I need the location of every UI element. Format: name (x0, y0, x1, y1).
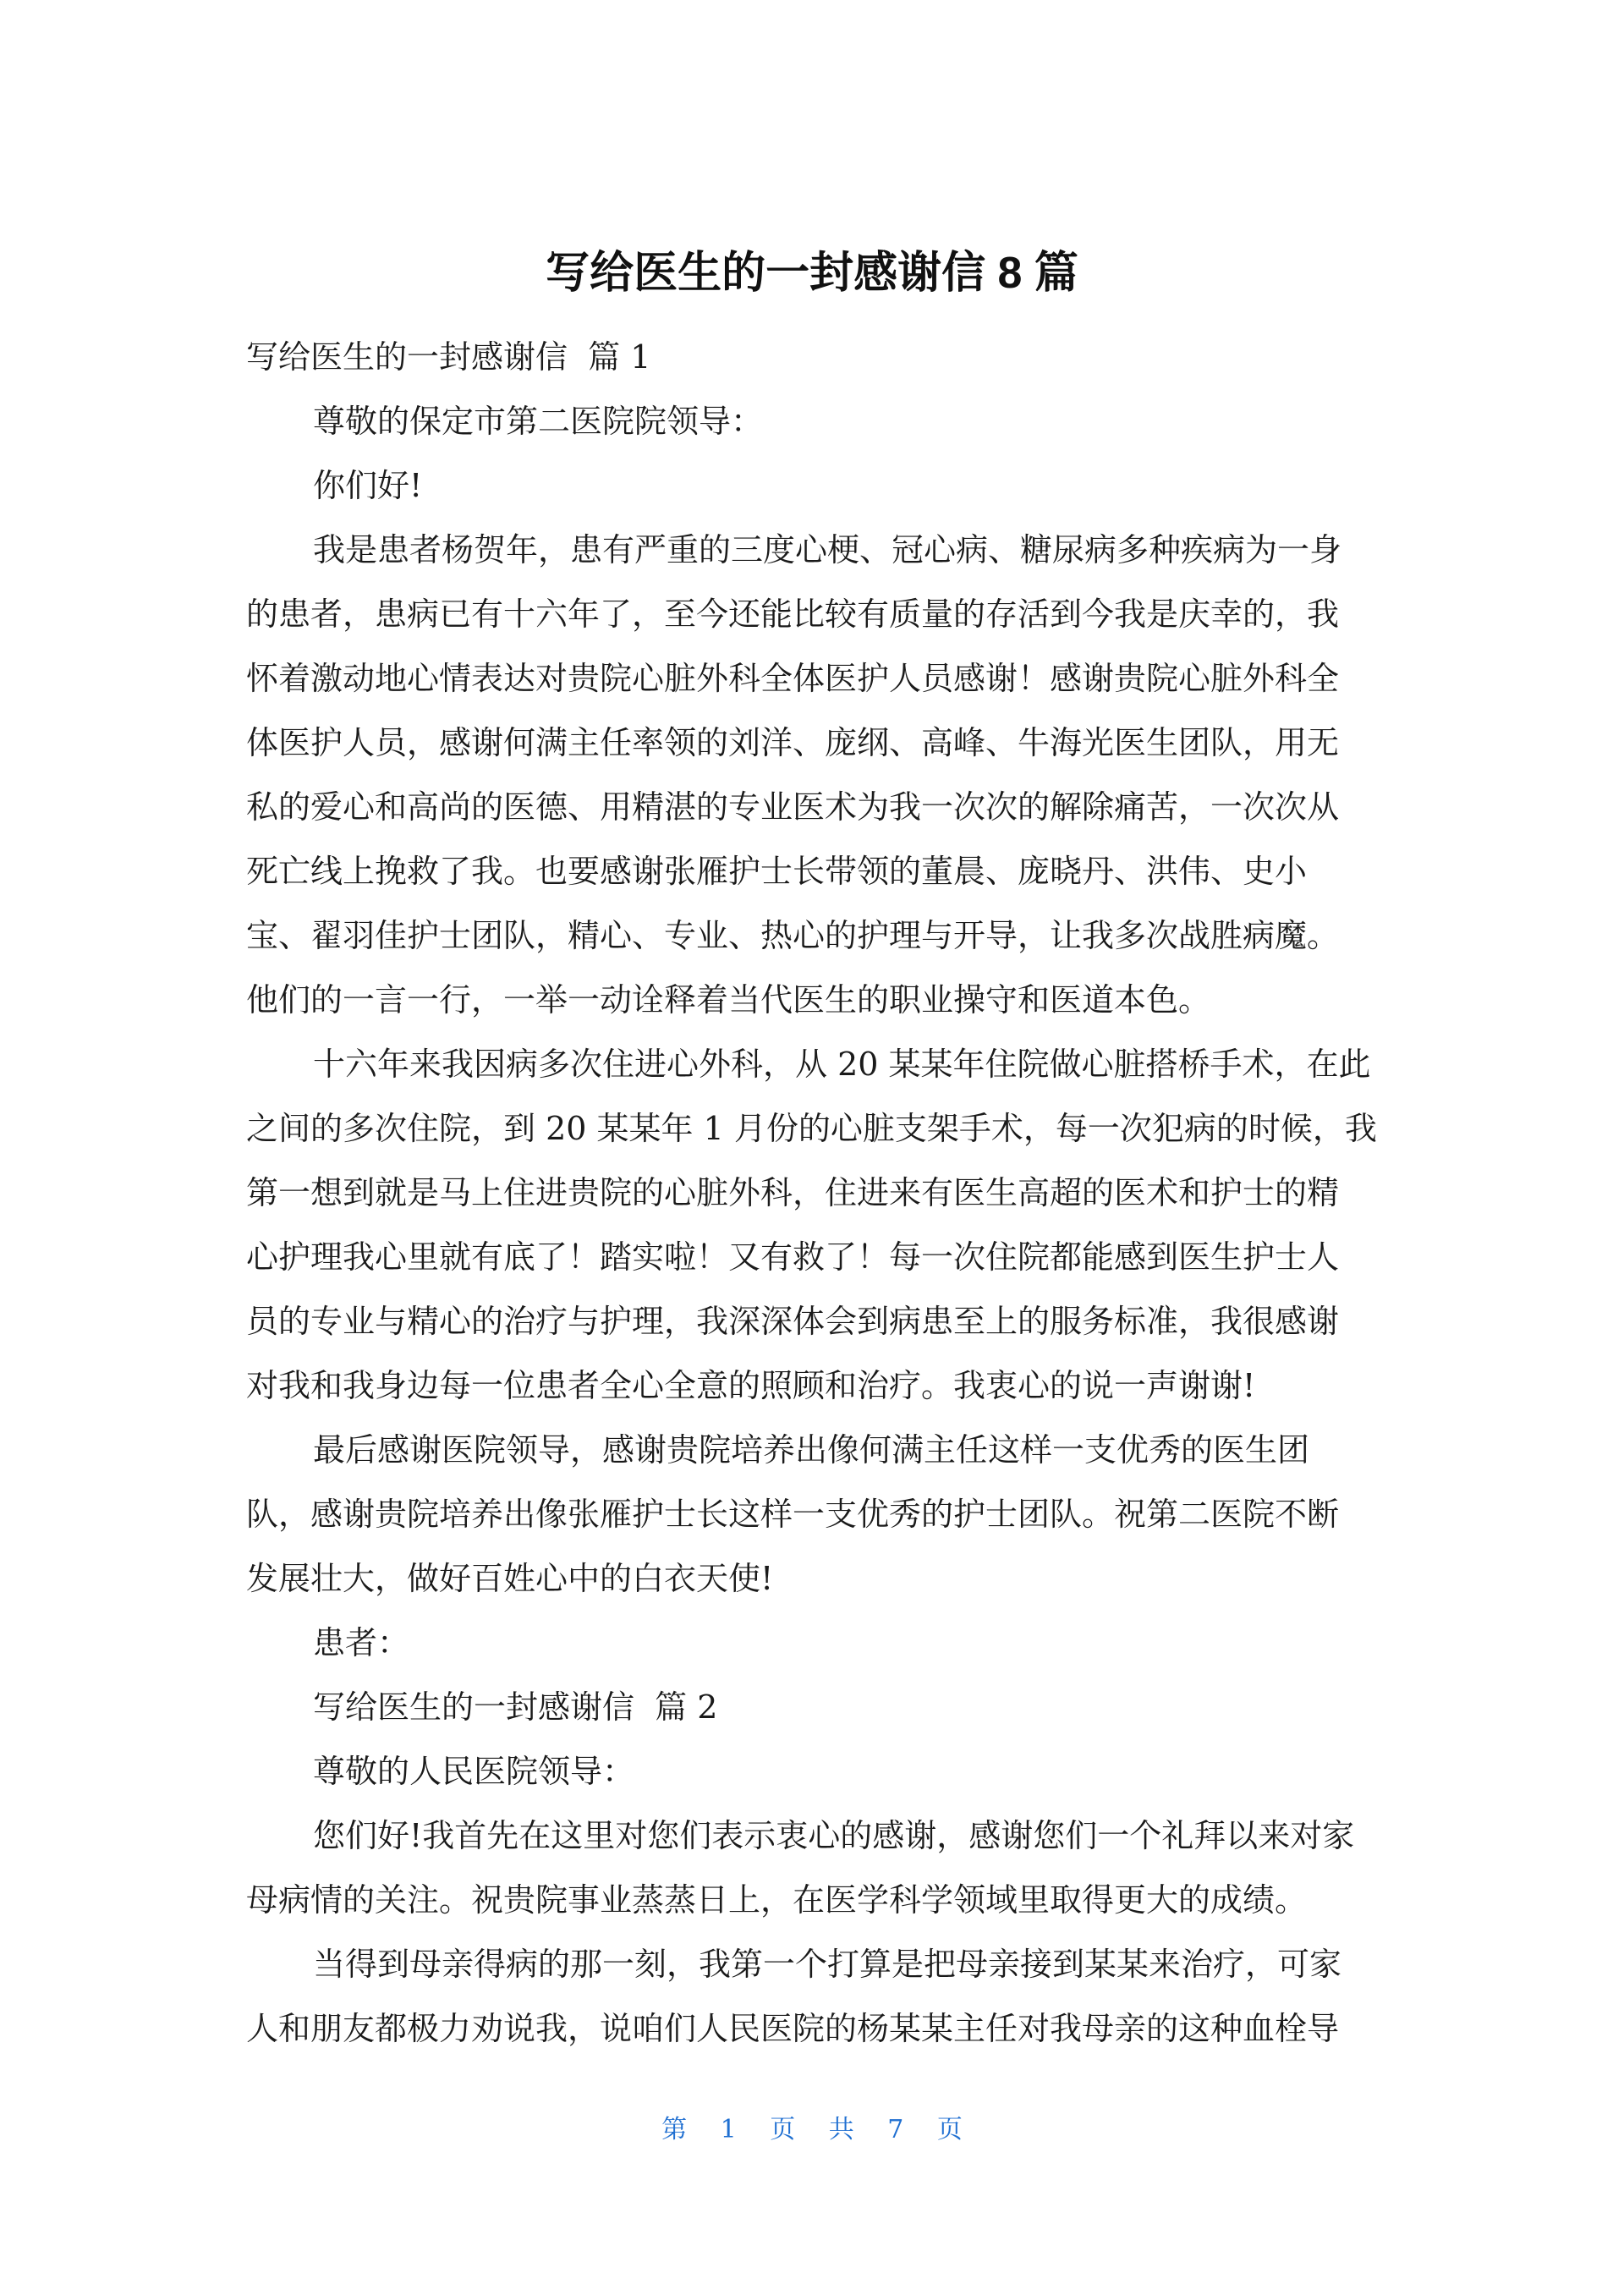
text-line: 体医护人员，感谢何满主任率领的刘洋、庞纲、高峰、牛海光医生团队，用无 (246, 724, 1340, 761)
text-line: 尊敬的人民医院领导： (313, 1753, 635, 1790)
text-line: 最后感谢医院领导，感谢贵院培养出像何满主任这样一支优秀的医生团 (313, 1431, 1310, 1469)
text-line: 你们好! (313, 467, 423, 504)
section-heading (246, 325, 1413, 389)
document-body (246, 325, 1413, 2061)
text-line: 怀着激动地心情表达对贵院心脏外科全体医护人员感谢！感谢贵院心脏外科全 (246, 660, 1340, 697)
text-line: 您们好!我首先在这里对您们表示衷心的感谢，感谢您们一个礼拜以来对家 (313, 1817, 1355, 1854)
text-line: 宝、翟羽佳护士团队，精心、专业、热心的护理与开导，让我多次战胜病魔。 (246, 917, 1340, 954)
paragraph (246, 1804, 1413, 1932)
text-line: 之间的多次住院，到 20 某某年 1 月份的心脏支架手术，每一次犯病的时候，我 (246, 1110, 1377, 1147)
text-line: 员的专业与精心的治疗与护理，我深深体会到病患至上的服务标准，我很感谢 (246, 1303, 1340, 1340)
document-title: 写给医生的一封感谢信 8 篇 (546, 249, 1078, 298)
signature (246, 1611, 1413, 1675)
text-line: 心护理我心里就有底了！踏实啦！又有救了！每一次住院都能感到医生护士人 (246, 1238, 1340, 1276)
text-line: 当得到母亲得病的那一刻，我第一个打算是把母亲接到某某来治疗，可家 (313, 1946, 1342, 1983)
text-line: 尊敬的保定市第二医院院领导： (313, 403, 764, 440)
text-line: 写给医生的一封感谢信 篇 2 (313, 1688, 718, 1726)
text-line: 私的爱心和高尚的医德、用精湛的专业医术为我一次次的解除痛苦，一次次从 (246, 788, 1340, 826)
text-line: 人和朋友都极力劝说我，说咱们人民医院的杨某某主任对我母亲的这种血栓导 (246, 2010, 1340, 2047)
text-line: 发展壮大，做好百姓心中的白衣天使! (246, 1560, 774, 1597)
text-line: 死亡线上挽救了我。也要感谢张雁护士长带领的董晨、庞晓丹、洪伟、史小 (246, 853, 1308, 890)
text-line: 我是患者杨贺年，患有严重的三度心梗、冠心病、糖尿病多种疾病为一身 (313, 531, 1342, 568)
section-heading (246, 1675, 1413, 1739)
paragraph (246, 1032, 1413, 1418)
text-line: 对我和我身边每一位患者全心全意的照顾和治疗。我衷心的说一声谢谢! (246, 1367, 1256, 1404)
page-number-footer: 第 1 页 共 7 页 (661, 2115, 963, 2144)
text-line: 母病情的关注。祝贵院事业蒸蒸日上，在医学科学领域里取得更大的成绩。 (246, 1881, 1308, 1919)
paragraph (246, 1932, 1413, 2061)
text-line: 的患者，患病已有十六年了，至今还能比较有质量的存活到今我是庆幸的，我 (246, 596, 1340, 633)
text-line: 他们的一言一行，一举一动诠释着当代医生的职业操守和医道本色。 (246, 981, 1211, 1018)
text-line: 十六年来我因病多次住进心外科，从 20 某某年住院做心脏搭桥手术，在此 (313, 1046, 1371, 1083)
text-line: 第一想到就是马上住进贵院的心脏外科，住进来有医生高超的医术和护士的精 (246, 1174, 1340, 1211)
text-line: 队，感谢贵院培养出像张雁护士长这样一支优秀的护士团队。祝第二医院不断 (246, 1496, 1340, 1533)
greeting (246, 453, 1413, 518)
salutation (246, 1739, 1413, 1804)
text-line: 患者： (313, 1624, 410, 1661)
paragraph (246, 518, 1413, 1032)
paragraph (246, 1418, 1413, 1611)
text-line: 写给医生的一封感谢信 篇 1 (246, 338, 651, 376)
salutation (246, 389, 1413, 453)
